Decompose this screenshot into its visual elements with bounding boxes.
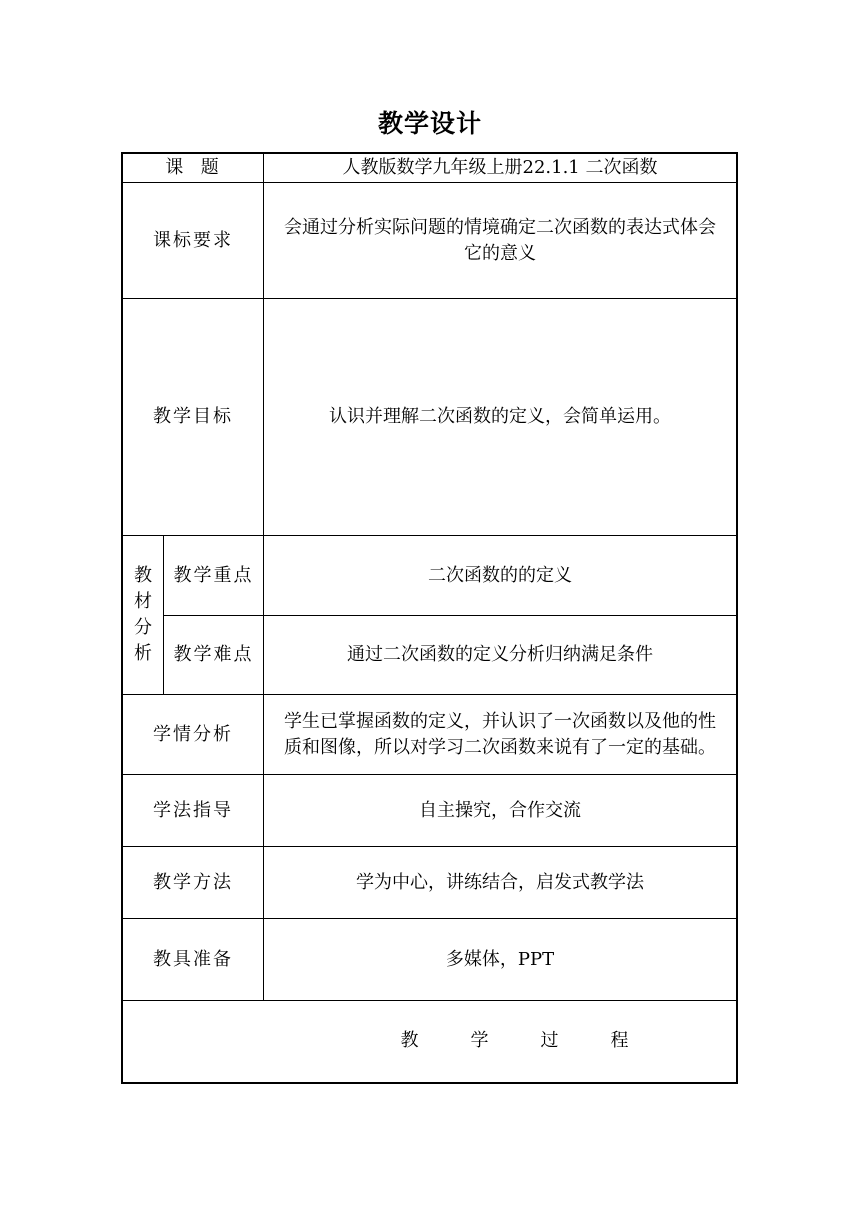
process-heading (293, 1001, 736, 1080)
difficulty-label: 教学难点 (173, 644, 254, 665)
process-heading-char: 程 (610, 1029, 629, 1051)
key-point-value: 二次函数的的定义 (428, 564, 572, 586)
lesson-plan-table (121, 152, 738, 1084)
material-analysis-char: 分 (134, 617, 152, 638)
topic-value: 人教版数学九年级上册22.1.1 二次函数 (342, 157, 658, 178)
material-analysis-char: 材 (134, 591, 152, 612)
material-analysis-label (123, 536, 163, 694)
teaching-aids-value: 多媒体，PPT (445, 948, 555, 970)
page-title: 教学设计 (377, 109, 482, 138)
teaching-aids-label: 教具准备 (153, 948, 233, 970)
curriculum-label: 课标要求 (153, 229, 233, 251)
process-heading-char: 学 (470, 1029, 489, 1051)
teaching-method-label: 教学方法 (153, 871, 233, 893)
material-analysis-char: 析 (134, 643, 152, 664)
teaching-method-value: 学为中心，讲练结合，启发式教学法 (356, 871, 644, 893)
process-heading-char: 教 (400, 1029, 419, 1051)
material-analysis-char: 教 (134, 565, 152, 586)
learning-guide-label: 学法指导 (153, 799, 233, 821)
key-point-label: 教学重点 (173, 564, 254, 586)
topic-label: 课 题 (165, 157, 221, 178)
student-analysis-value: 学生已掌握函数的定义，并认识了一次函数以及他的性质和图像，所以对学习二次函数来说有了一定的基础。 (284, 710, 716, 758)
student-analysis-label: 学情分析 (153, 723, 233, 745)
process-heading-char: 过 (540, 1029, 559, 1051)
difficulty-value: 通过二次函数的定义分析归纳满足条件 (347, 644, 653, 665)
objective-label: 教学目标 (153, 406, 233, 427)
objective-value: 认识并理解二次函数的定义，会简单运用。 (329, 406, 671, 427)
learning-guide-value: 自主操究，合作交流 (419, 799, 581, 821)
curriculum-value: 会通过分析实际问题的情境确定二次函数的表达式体会它的意义 (284, 216, 716, 264)
